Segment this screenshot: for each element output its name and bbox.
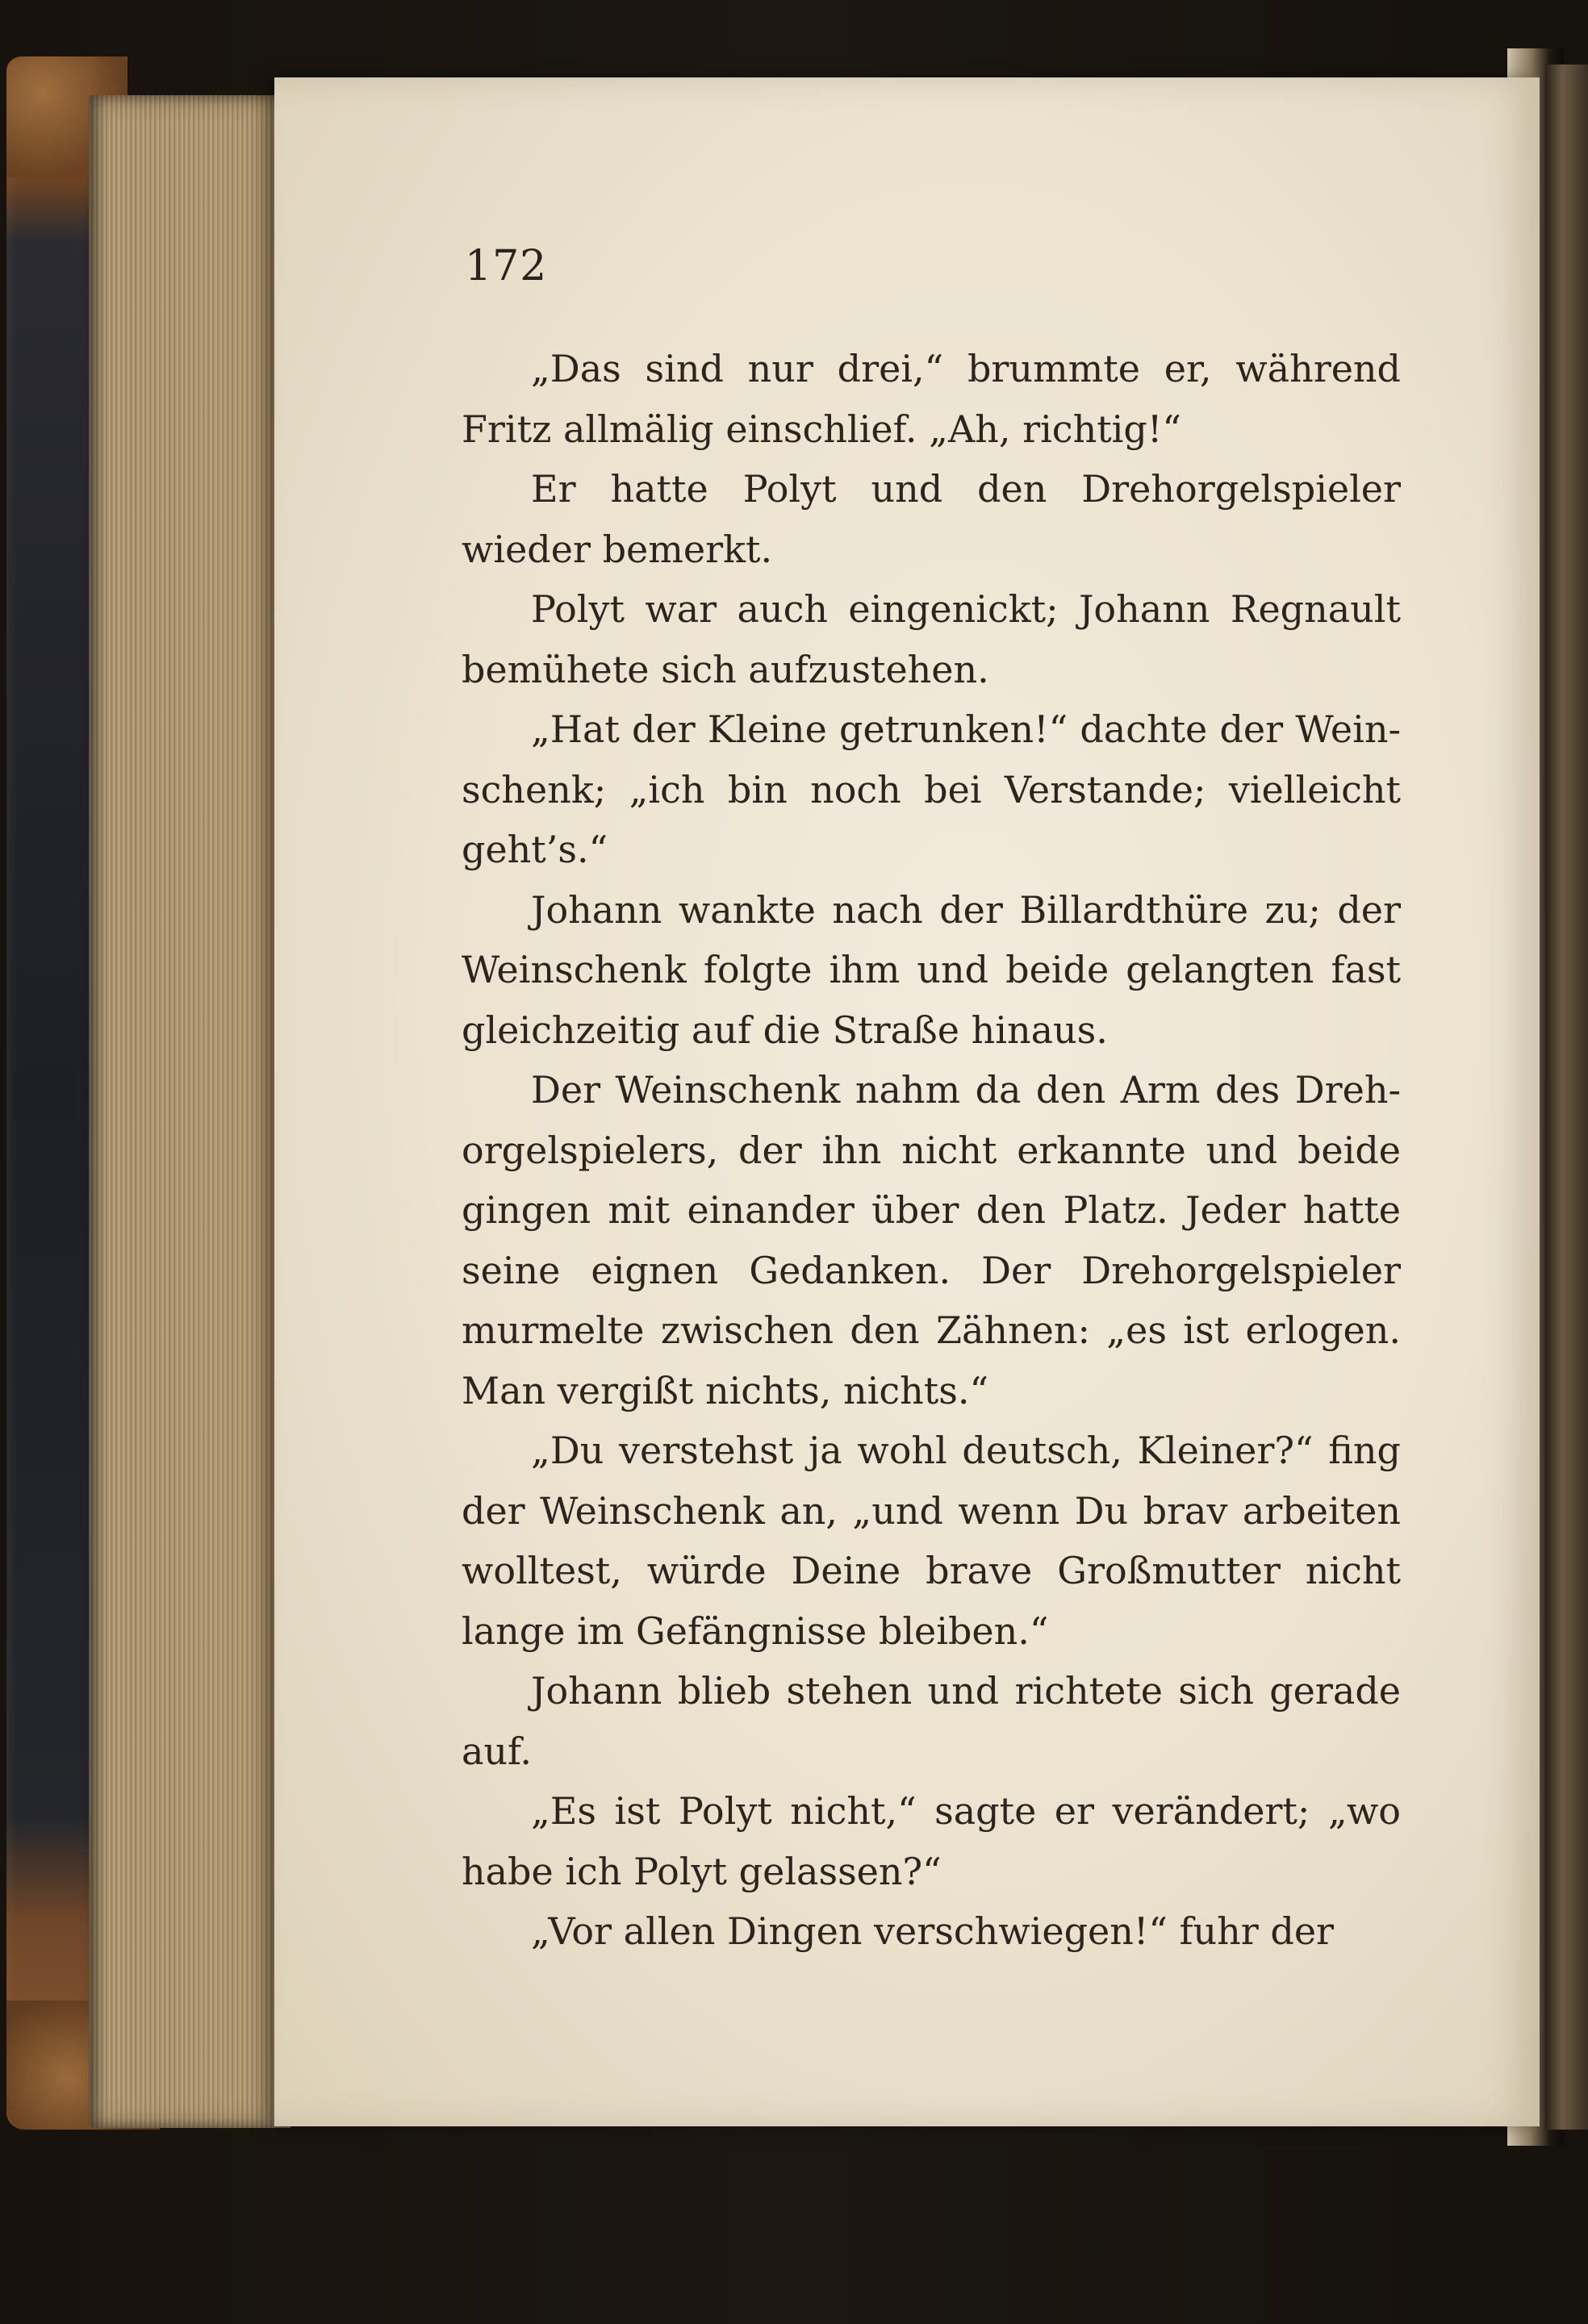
page-text xyxy=(462,339,1401,1962)
page-edges xyxy=(89,95,290,2128)
facing-page-edge xyxy=(1545,65,1588,2130)
paragraph: „Hat der Kleine getrunken!“ dachte der Weinschenk; „ich bin noch bei Verstande; vielleicht geht’s.“ xyxy=(462,707,1401,871)
page-number: 172 xyxy=(465,242,548,290)
paragraph: Johann wankte nach der Billardthüre zu; der Weinschenk folgte ihm und beide gelangten fast gleichzeitig auf die Straße hinaus. xyxy=(462,887,1401,1052)
paragraph: „Vor allen Dingen verschwiegen!“ fuhr der xyxy=(531,1909,1335,1953)
paragraph: Er hatte Polyt und den Drehorgelspieler wieder bemerkt. xyxy=(462,467,1401,571)
paragraph: Der Weinschenk nahm da den Arm des Drehorgelspielers, der ihn nicht erkannte und beide gingen mit einander über den Platz. Jeder hatte seine eignen Gedanken. Der Drehorgelspieler murmelte zwischen den Zähnen: „es ist erlogen. Man vergißt nichts, nichts.“ xyxy=(462,1068,1401,1412)
book-cover xyxy=(6,56,102,2130)
paragraph: „Das sind nur drei,“ brummte er, während Fritz allmälig einschlief. „Ah, richtig!“ xyxy=(462,347,1401,451)
paragraph: Polyt war auch eingenickt; Johann Regnault bemühete sich aufzustehen. xyxy=(462,587,1401,691)
paragraph: „Du verstehst ja wohl deutsch, Kleiner?“ fing der Weinschenk an, „und wenn Du brav arbeiten wolltest, würde Deine brave Großmutter nicht lange im Gefängnisse bleiben.“ xyxy=(462,1429,1401,1653)
paragraph: Johann blieb stehen und richtete sich gerade auf. xyxy=(462,1669,1401,1773)
paragraph: „Es ist Polyt nicht,“ sagte er verändert; „wo habe ich Polyt gelassen?“ xyxy=(462,1789,1401,1893)
